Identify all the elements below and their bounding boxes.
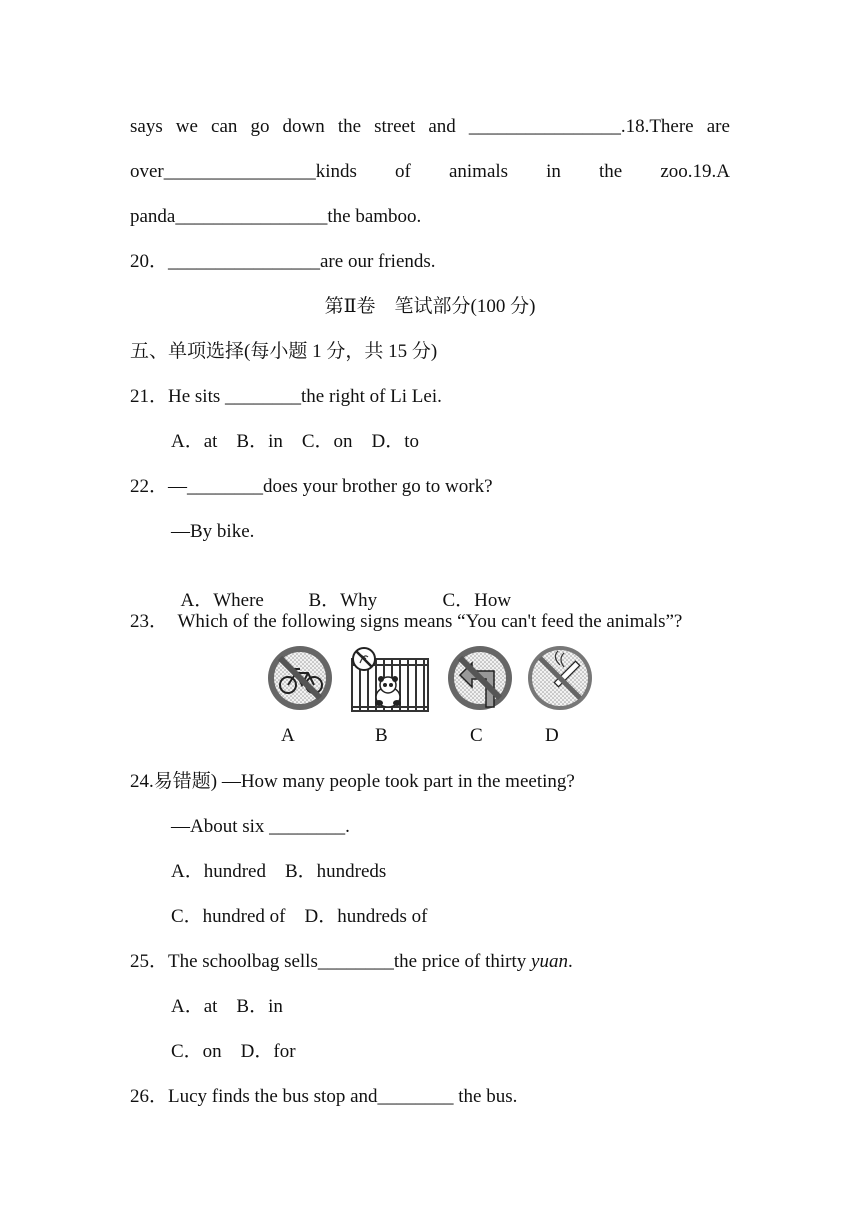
question-25-options-2: C．on D．for: [171, 1041, 296, 1062]
word: down: [282, 116, 325, 137]
word: ________________.18.There: [468, 116, 694, 137]
word: zoo.19.A: [660, 161, 730, 182]
option-c: C．How: [442, 590, 512, 611]
section-title: 第Ⅱ卷 笔试部分(100 分): [324, 296, 536, 317]
question-24-options-1: A．hundred B．hundreds: [171, 861, 387, 882]
signs-figure: [260, 645, 600, 715]
word: animals: [448, 161, 509, 182]
question-21-stem: 21．He sits ________the right of Li Lei.: [130, 386, 442, 407]
question-22-stem: 22．—________does your brother go to work?: [130, 476, 493, 497]
question-21-options: A．at B．in C．on D．to: [171, 431, 420, 452]
word: we: [175, 116, 198, 137]
text-line-3: panda________________the bamboo.: [130, 206, 422, 227]
word: go: [250, 116, 270, 137]
question-25-stem: [130, 950, 573, 974]
sign-label-d: D: [545, 725, 559, 746]
question-23-stem: 23． Which of the following signs means “You can't feed the animals”?: [130, 611, 683, 632]
word: street: [374, 116, 416, 137]
word: the: [337, 116, 362, 137]
question-24-options-2: C．hundred of D．hundreds of: [171, 906, 428, 927]
question-22-reply: —By bike.: [171, 521, 255, 542]
text-line-1: [130, 115, 730, 139]
word: of: [395, 161, 411, 182]
no-feeding-cage-sign-icon: [352, 648, 428, 711]
question-25-options-1: A．at B．in: [171, 996, 283, 1017]
question-26-stem: 26．Lucy finds the bus stop and________ the bus.: [130, 1086, 518, 1107]
sign-label-c: C: [470, 725, 483, 746]
option-b: B．Why: [308, 590, 378, 611]
word: says: [130, 116, 163, 137]
question-24-reply: —About six ________.: [171, 816, 350, 837]
stem-italic-word: yuan: [531, 951, 568, 972]
word: can: [211, 116, 238, 137]
option-a: A．Where: [180, 590, 264, 611]
word: and: [428, 116, 456, 137]
question-20: 20．________________are our friends.: [130, 251, 436, 272]
word: the: [599, 161, 623, 182]
word: over________________kinds: [130, 161, 357, 182]
no-bicycle-sign-icon: [268, 646, 332, 710]
no-left-turn-sign-icon: [448, 646, 512, 710]
sign-label-b: B: [375, 725, 388, 746]
sign-label-a: A: [281, 725, 295, 746]
section-heading: 五、单项选择(每小题 1 分，共 15 分): [130, 341, 438, 362]
word: in: [546, 161, 561, 182]
no-smoking-sign-icon: [528, 646, 592, 710]
question-22-options: [171, 565, 511, 613]
text-line-2: [130, 160, 730, 184]
stem-text: 25．The schoolbag sells________the price of thirty: [130, 951, 532, 972]
question-24-stem: 24.易错题) —How many people took part in the meeting?: [130, 771, 575, 792]
stem-end: .: [567, 951, 573, 972]
word: are: [706, 116, 730, 137]
